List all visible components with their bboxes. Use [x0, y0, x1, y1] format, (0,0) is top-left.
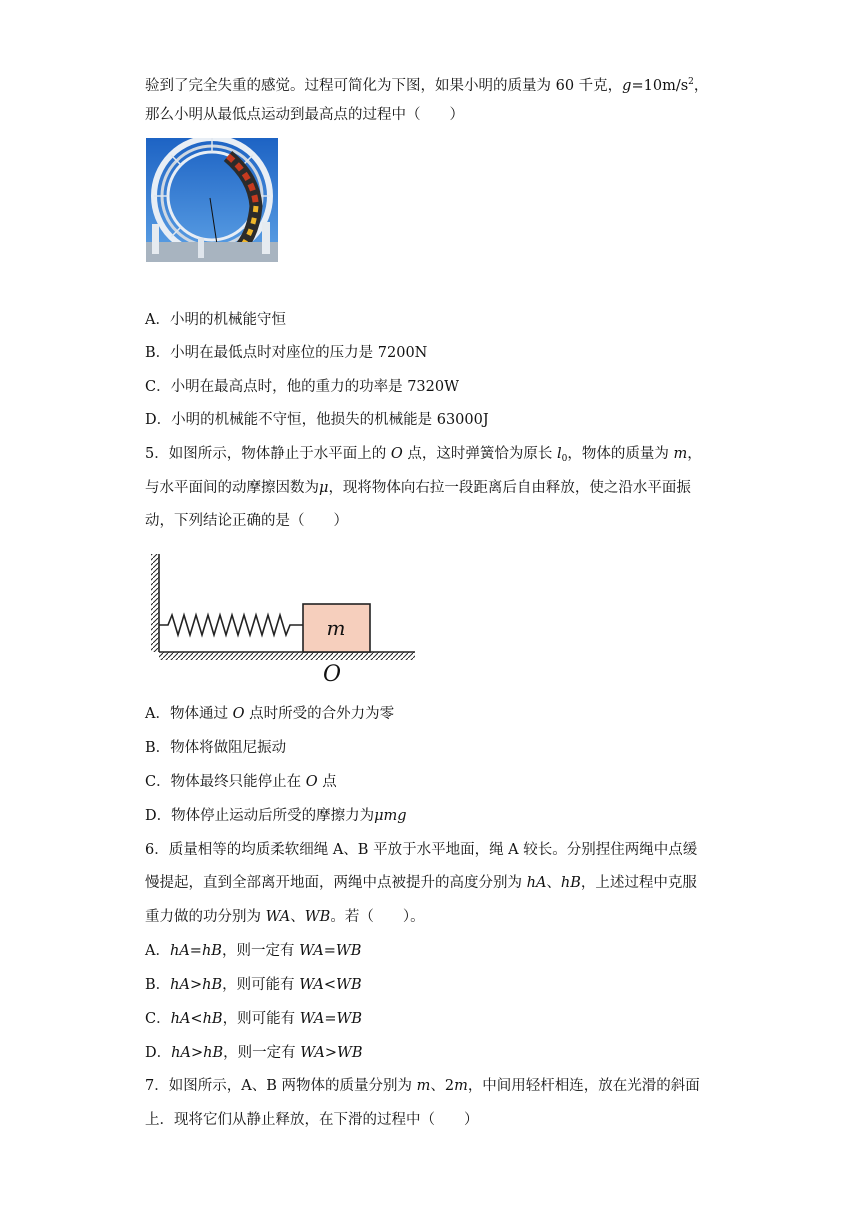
q6-stem-line2: 慢提起，直到全部离开地面，两绳中点被提升的高度分别为 hA、hB，上述过程中克服: [145, 875, 697, 891]
q7-stem-line1: 7．如图所示，A、B 两物体的质量分别为 m、2m，中间用轻杆相连，放在光滑的斜面: [145, 1078, 700, 1094]
q5-option-c: C．物体最终只能停止在 O 点: [145, 774, 337, 790]
q4-option-d: D．小明的机械能不守恒，他损失的机械能是 63000J: [145, 412, 489, 428]
q5-option-a: A．物体通过 O 点时所受的合外力为零: [145, 706, 395, 722]
q5-stem-line1: 5．如图所示，物体静止于水平面上的 O 点，这时弹簧恰为原长 $l_0$，物体的质量为 m，: [145, 446, 702, 464]
q4-option-c: C．小明在最高点时，他的重力的功率是 7320W: [145, 379, 460, 395]
q4-stem-line2: 那么小明从最低点运动到最高点的过程中（ ）: [145, 107, 464, 123]
q5-option-d: D．物体停止运动后所受的摩擦力为μmg: [145, 808, 407, 824]
q7-stem-line2: 上．现将它们从静止释放，在下滑的过程中（ ）: [145, 1112, 479, 1128]
q6-option-a: A．hA=hB，则一定有 WA=WB: [145, 943, 362, 959]
q6-option-b: B．hA>hB，则可能有 WA<WB: [145, 977, 362, 993]
q5-stem-line3: 动，下列结论正确的是（ ）: [145, 513, 348, 529]
q5-option-b: B．物体将做阻尼振动: [145, 740, 287, 756]
point-o-label: O: [322, 662, 342, 687]
q4-stem-line1: 验到了完全失重的感觉。过程可简化为下图，如果小明的质量为 60 千克，$g=10m/s^2$，: [145, 77, 709, 94]
q5-stem-line2: 与水平面间的动摩擦因数为μ，现将物体向右拉一段距离后自由释放，使之沿水平面振: [145, 480, 691, 496]
q6-stem-line1: 6．质量相等的均质柔软细绳 A、B 平放于水平地面，绳 A 较长。分别捏住两绳中点缓: [145, 842, 698, 858]
block-mass-label: m: [326, 616, 346, 640]
q4-option-a: A．小明的机械能守恒: [145, 312, 286, 328]
q6-option-c: C．hA<hB，则可能有 WA=WB: [145, 1011, 363, 1027]
q6-option-d: D．hA>hB，则一定有 WA>WB: [145, 1045, 363, 1061]
q6-stem-line3: 重力做的功分别为 WA、WB。若（ ）。: [145, 909, 425, 925]
spring-block-figure: [148, 548, 418, 688]
roller-coaster-photo: [146, 138, 278, 262]
q4-option-b: B．小明在最低点时对座位的压力是 7200N: [145, 345, 428, 361]
